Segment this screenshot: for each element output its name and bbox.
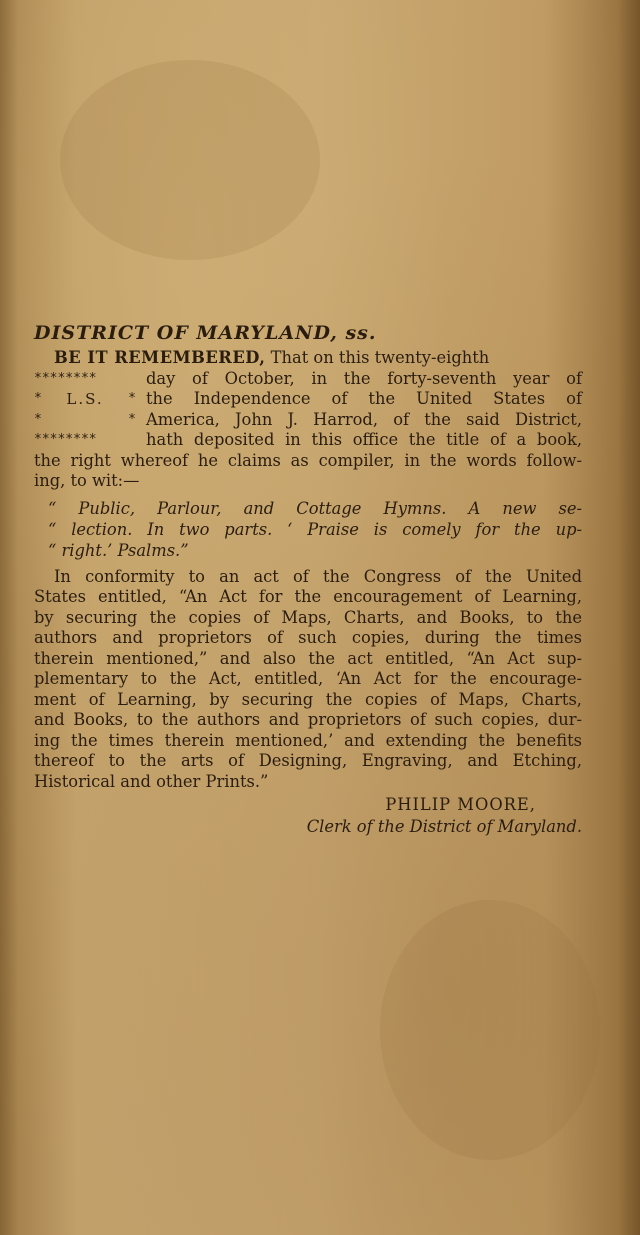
- page-edge-left: [0, 0, 18, 1235]
- paper-stain: [60, 60, 320, 260]
- signer-title: Clerk of the District of Maryland.: [306, 817, 582, 836]
- seal-label: L.S.: [66, 390, 104, 408]
- district-heading: DISTRICT OF MARYLAND, ss.: [34, 322, 377, 344]
- text-line: the Independence of the United States of: [146, 389, 582, 408]
- seal-stars-top: ********: [34, 370, 97, 386]
- copyright-notice: [34, 322, 582, 838]
- paper-stain: [380, 900, 600, 1160]
- text-line: and Books, to the authors and proprietors of such copies, dur-: [34, 710, 582, 729]
- page-edge-right: [618, 0, 640, 1235]
- text-line: plementary to the Act, entitled, ‘An Act for the encourage-: [34, 669, 582, 688]
- text-line: the right whereof he claims as compiler, in the words follow-: [34, 450, 582, 470]
- signer-name: PHILIP MOORE,: [385, 795, 536, 814]
- text-line: ing, to wit:—: [34, 471, 140, 490]
- body-text: [34, 451, 582, 492]
- seal-adjacent-text: [146, 369, 582, 451]
- signature-block: [34, 794, 582, 838]
- title-line: “ lection. In two parts. ‘ Praise is comely for the up-: [48, 519, 582, 539]
- text-line: hath deposited in this office the title of a book,: [146, 430, 582, 449]
- seal-section: [34, 369, 582, 451]
- text-line: America, John J. Harrod, of the said District,: [146, 409, 582, 429]
- text-line: Historical and other Prints.”: [34, 771, 269, 791]
- text-line: therein mentioned,” and also the act entitled, “An Act sup-: [34, 648, 582, 668]
- text-line: by securing the copies of Maps, Charts, and Books, to the: [34, 607, 582, 627]
- text-line: authors and proprietors of such copies, during the times: [34, 628, 582, 647]
- text-line: thereof to the arts of Designing, Engraving, and Etching,: [34, 751, 582, 770]
- text-line: States entitled, “An Act for the encouragement of Learning,: [34, 587, 582, 606]
- book-title: [34, 498, 582, 561]
- text-line: ing the times therein mentioned,’ and extending the benefits: [34, 730, 582, 750]
- remember-line: [34, 348, 582, 369]
- text-line: In conformity to an act of the Congress of the United: [54, 566, 582, 586]
- seal-mark: ******** * L.S. * * * ********: [34, 369, 146, 451]
- title-line: “ Public, Parlour, and Cottage Hymns. A new se-: [48, 498, 582, 518]
- title-line: “ right.’ Psalms.”: [48, 540, 189, 560]
- seal-stars-bottom: ********: [34, 432, 97, 447]
- conformity-paragraph: [34, 567, 582, 793]
- remember-rest: That on this twenty-eighth: [270, 348, 490, 367]
- remember-caps: BE IT REMEMBERED,: [54, 348, 266, 367]
- text-line: day of October, in the forty-seventh year of: [146, 368, 582, 388]
- text-line: ment of Learning, by securing the copies of Maps, Charts,: [34, 689, 582, 709]
